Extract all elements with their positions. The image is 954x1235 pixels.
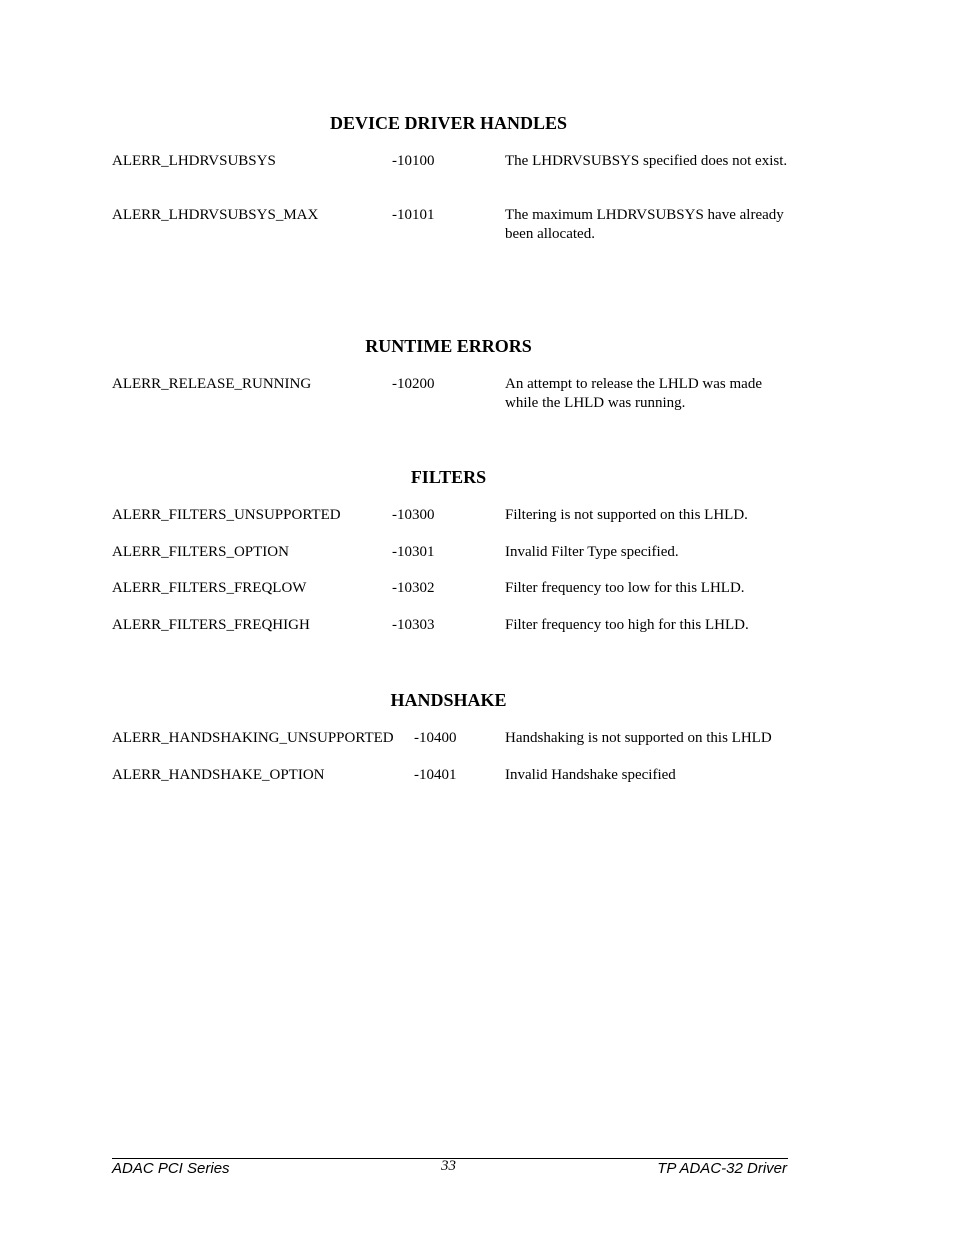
error-name: ALERR_HANDSHAKE_OPTION (112, 767, 325, 783)
error-description: The maximum LHDRVSUBSYS have already been allocated. (505, 207, 784, 242)
error-description: Filter frequency too low for this LHLD. (505, 580, 745, 596)
section-heading-runtime-errors: RUNTIME ERRORS (365, 336, 532, 356)
error-code: -10400 (414, 730, 457, 746)
section-heading-handshake: HANDSHAKE (390, 690, 507, 710)
error-code: -10300 (392, 507, 435, 523)
error-name: ALERR_FILTERS_FREQHIGH (112, 617, 310, 633)
error-name: ALERR_HANDSHAKING_UNSUPPORTED (112, 730, 394, 746)
footer-document-title: TP ADAC-32 Driver (657, 1160, 787, 1177)
error-code: -10302 (392, 580, 435, 596)
error-name: ALERR_FILTERS_UNSUPPORTED (112, 507, 341, 523)
error-description: An attempt to release the LHLD was made while the LHLD was running. (505, 376, 762, 411)
error-description: Filter frequency too high for this LHLD. (505, 617, 749, 633)
error-description: Invalid Handshake specified (505, 767, 676, 783)
error-description: Filtering is not supported on this LHLD. (505, 507, 748, 523)
page-number: 33 (441, 1158, 456, 1174)
error-code: -10401 (414, 767, 457, 783)
error-name: ALERR_FILTERS_OPTION (112, 544, 289, 560)
error-description: Handshaking is not supported on this LHLD (505, 730, 772, 746)
error-code: -10301 (392, 544, 435, 560)
footer-series-title: ADAC PCI Series (112, 1160, 230, 1177)
error-name: ALERR_FILTERS_FREQLOW (112, 580, 307, 596)
error-code: -10101 (392, 207, 435, 223)
error-code: -10200 (392, 376, 435, 392)
error-code: -10100 (392, 153, 435, 169)
error-description: Invalid Filter Type specified. (505, 544, 679, 560)
error-code: -10303 (392, 617, 435, 633)
error-description: The LHDRVSUBSYS specified does not exist. (505, 153, 788, 169)
error-name: ALERR_LHDRVSUBSYS (112, 153, 276, 169)
error-name: ALERR_LHDRVSUBSYS_MAX (112, 207, 319, 223)
error-name: ALERR_RELEASE_RUNNING (112, 376, 312, 392)
section-heading-device-driver-handles: DEVICE DRIVER HANDLES (329, 113, 568, 133)
section-heading-filters: FILTERS (410, 467, 487, 487)
